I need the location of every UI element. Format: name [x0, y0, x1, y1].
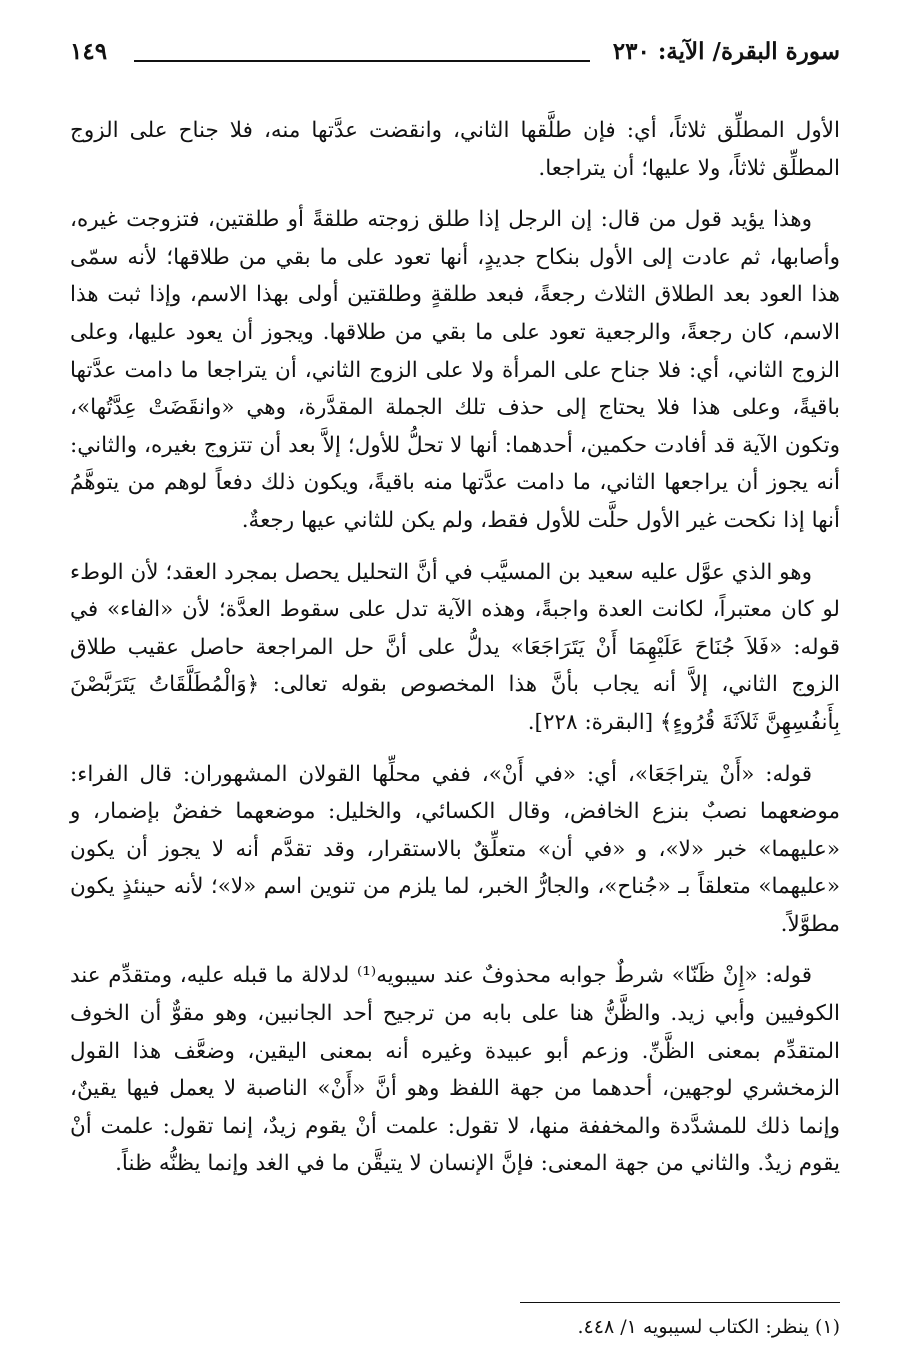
paragraph-5: قوله: «إِنْ ظَنّا» شرطٌ جوابه محذوفٌ عند سيبويه⁽¹⁾ لدلالة ما قبله عليه، ومتقدِّم عند الكوفيين وأبي زيد. والظَّنُّ هنا على بابه من ترجيح أحد الجانبين، وهو مقوٌّ أن الخوف المتقدِّم بمعنى الظَّنِّ. وزعم أبو عبيدة وغيره أنه بمعنى اليقين، وضعَّف هذا القول الزمخشري لوجهين، أحدهما من جهة اللفظ وهو أنَّ «أَنْ» الناصبة لا يعمل فيها يقينٌ، وإنما ذلك للمشدَّدة والمخففة منها، لا تقول: علمت أنْ يقوم زيدٌ، إنما تقول: علمت أنْ يقوم زيدٌ. والثاني من جهة المعنى: فإنَّ الإنسان لا يتيقَّن ما في الغد وإنما يظنُّه ظناً. [70, 963, 840, 1177]
book-page [70, 30, 840, 1350]
running-header [70, 30, 840, 74]
paragraph-1: الأول المطلِّق ثلاثاً، أي: فإن طلَّقها الثاني، وانقضت عدَّتها منه، فلا جناح على الزوج المطلِّق ثلاثاً، ولا عليها؛ أن يتراجعا. [70, 118, 840, 181]
footnote: (١) ينظر: الكتاب لسيبويه ١/ ٤٤٨. [577, 1316, 840, 1338]
paragraph-4: قوله: «أَنْ يتراجَعَا»، أي: «في أَنْ»، ففي محلِّها القولان المشهوران: قال الفراء: موضعهما نصبٌ بنزع الخافض، وقال الكسائي، والخليل: موضعهما خفضٌ بإضمار، و «عليهما» خبر «لا»، و «في أن» متعلِّقٌ بالاستقرار، وقد تقدَّم أنه لا يجوز أن يكون «عليهما» متعلقاً بـ «جُناح»، والجارُّ الخبر، لما يلزم من تنوين اسم «لا»؛ لأنه حينئذٍ يكون مطوَّلاً. [70, 761, 840, 937]
footnote-separator [520, 1302, 840, 1303]
paragraph-2: وهذا يؤيد قول من قال: إن الرجل إذا طلق زوجته طلقةً أو طلقتين، فتزوجت غيره، وأصابها، ثم عادت إلى الأول بنكاح جديدٍ، أنها تعود على ما بقي من طلاقها؛ لأنه سمّى هذا العود بعد الطلاق الثلاث رجعةً، فبعد طلقةٍ وطلقتين أولى بهذا الاسم، وإذا ثبت هذا الاسم، كان رجعةً، والرجعية تعود على ما بقي من طلاقها. ويجوز أن يعود عليها، وعلى الزوج الثاني، أي: فلا جناح على المرأة ولا على الزوج الثاني، أن يتراجعا ما دامت عدَّتها باقيةً، وعلى هذا فلا يحتاج إلى حذف تلك الجملة المقدَّرة، وهي «وانقَضَتْ عِدَّتُها»، وتكون الآية قد أفادت حكمين، أحدهما: أنها لا تحلُّ للأول؛ إلاَّ بعد أن تتزوج بغيره، والثاني: أنه يجوز أن يراجعها الثاني، ما دامت عدَّتها منه باقيةً، ويكون ذلك دفعاً لوهم من يتوهَّمُ أنها إذا نكحت غير الأول حلَّت للأول فقط، ولم يكن للثاني عيها رجعةٌ. [70, 207, 840, 533]
header-rule [134, 60, 590, 62]
paragraph-3: وهو الذي عوَّل عليه سعيد بن المسيَّب في أنَّ التحليل يحصل بمجرد العقد؛ لأن الوطء لو كان معتبراً، لكانت العدة واجبةً، وهذه الآية تدل على سقوط العدَّة؛ لأن «الفاء» في قوله: «فَلاَ جُنَاحَ عَلَيْهِمَا أَنْ يَتَرَاجَعَا» يدلُّ على أنَّ حل المراجعة حاصل عقيب طلاق الزوج الثاني، إلاَّ أنه يجاب بأنَّ هذا المخصوص بقوله تعالى: ﴿وَالْمُطَلَّقَاتُ يَتَرَبَّصْنَ بِأَنفُسِهِنَّ ثَلاَثَةَ قُرُوءٍ﴾ [البقرة: ٢٢٨]. [70, 559, 840, 735]
surah-ayah-title: سورة البقرة/ الآية: ٢٣٠ [612, 38, 840, 65]
main-text [70, 112, 840, 1183]
page-number: ١٤٩ [70, 38, 108, 65]
